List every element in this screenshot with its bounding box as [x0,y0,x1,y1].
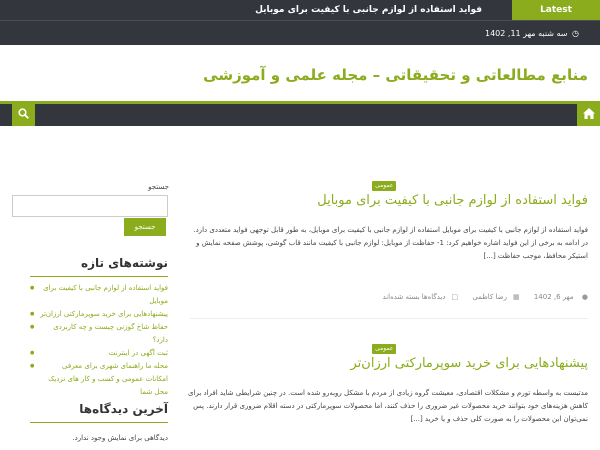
top-ticker-bar [0,0,600,20]
clock-icon: ◷ [572,29,579,38]
current-date [485,21,579,46]
date-bar [0,20,600,45]
calendar-icon: ▦ [512,293,520,301]
post-excerpt: فواید استفاده از لوازم جانبی با کیفیت برای موبایل استفاده از لوازم جانبی با کیفیت برای موبایل، به طور قابل توجهی فواید متعددی دارد. در ادامه به برخی از این فواید اشاره خواهیم کرد: 1- حفاظت از موبایل: لوازم جانبی با کیفیت مانند قاب گوشی، پوشش صفحه نمایش و استیکر محافظ، موجب حفاظت [...] [193,226,588,260]
recent-post-link[interactable]: ● ثبت آگهی در اینترنت [30,347,168,360]
search-icon [18,108,29,119]
comment-icon: □ [451,293,459,301]
recent-comments-divider [30,422,168,423]
post-divider [190,318,588,319]
post-title-link[interactable]: پیشنهادهایی برای خرید سوپرمارکتی ارزان‌تر [350,356,588,371]
recent-post-link[interactable]: ● پیشنهادهایی برای خرید سوپرمارکتی ارزان‌تر [30,308,168,321]
post-title-link[interactable]: فواید استفاده از لوازم جانبی با کیفیت برای موبایل [317,193,588,208]
sidebar-search-input[interactable] [12,195,168,217]
post-category-tag[interactable]: عمومی [372,181,396,191]
user-icon: ● [581,293,588,301]
recent-posts-list [30,282,168,399]
post-author-link[interactable]: ▦رضا کاظمی [472,293,520,301]
post-meta [371,293,588,301]
recent-comments-heading: آخرین دیدگاه‌ها [79,402,168,416]
date-text: سه شنبه مهر 11, 1402 [485,29,568,38]
recent-posts-heading: نوشته‌های تازه [80,256,168,270]
latest-badge: Latest [512,0,600,20]
nav-search-button[interactable] [12,101,35,126]
recent-post-link[interactable]: ● محله ما راهنمای شهری برای معرفی امکانات عمومی و کسب و کار های نزدیک محل شما [30,360,168,399]
home-icon [583,108,595,119]
post-category-tag[interactable]: عمومی [372,344,396,354]
recent-posts-divider [30,276,168,277]
post-excerpt: مدتیست به واسطه تورم و مشکلات اقتصادی، معیشت گروه زیادی از مردم با مشکل روبه‌رو شده است. در چنین شرایطی شاید افراد برای کاهش هزینه‌های خود بتوانند خرید محصولات غیر ضروری را حذف کنند، اما محصولات سوپرمارکتی در دسته اقلام ضروری قرار دارند. پس نمی‌توان این محصولات را به صورت کلی حذف و یا خرید [...] [188,389,588,423]
home-button[interactable] [577,101,600,126]
main-nav-bar [0,101,600,126]
site-title-link[interactable]: منابع مطالعاتی و تحقیقاتی – مجله علمی و آموزشی [203,66,588,84]
sidebar-search-label: جستجو [148,183,169,191]
post-comments-status: □دیدگاه‌ها بسته شده‌اند [382,293,459,301]
recent-post-link[interactable]: ● حفاظ شاخ گوزنی چیست و چه کاربردی دارد؟ [30,321,168,347]
recent-post-link[interactable]: ● فواید استفاده از لوازم جانبی با کیفیت برای موبایل [30,282,168,308]
sidebar-search-button[interactable]: جستجو [124,218,166,236]
ticker-headline-link[interactable]: فواید استفاده از لوازم جانبی با کیفیت برای موبایل [255,5,482,15]
no-comments-text: دیدگاهی برای نمایش وجود ندارد. [72,434,168,442]
post-date: ● مهر 6, 1402 [533,293,588,301]
